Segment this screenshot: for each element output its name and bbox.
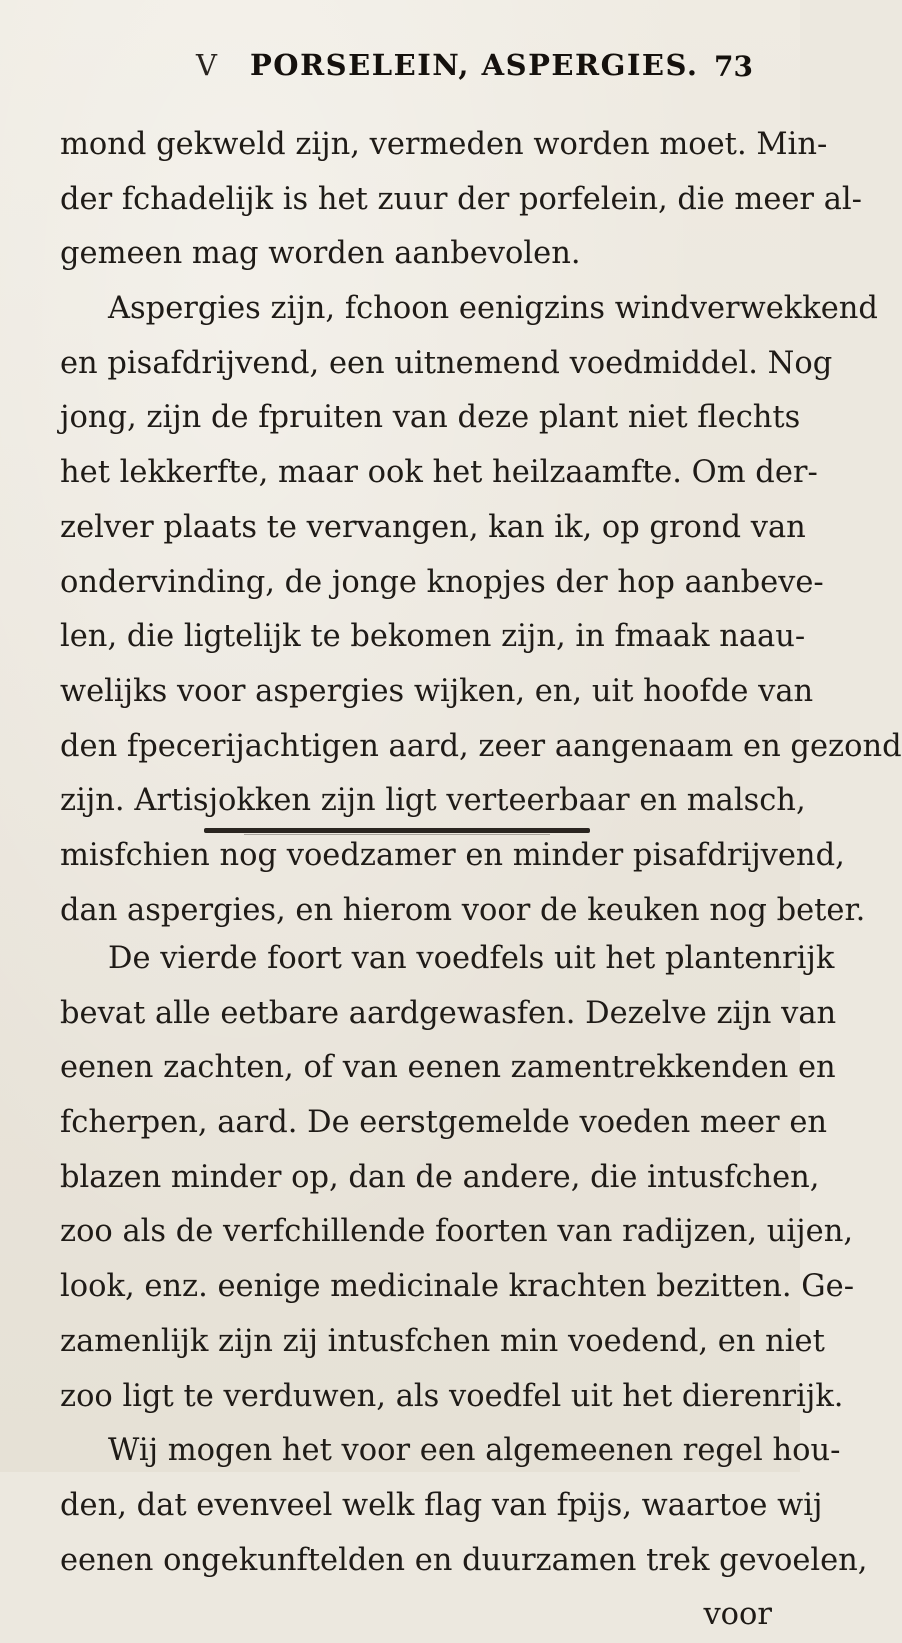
text-line: ondervinding, de jonge knopjes der hop aanbeve- — [60, 564, 824, 600]
text-line: blazen minder op, dan de andere, die intusfchen, — [60, 1159, 820, 1195]
running-header — [0, 48, 800, 88]
text-line: het lekkerfte, maar ook het heilzaamfte. Om der- — [60, 455, 818, 491]
text-line: zijn. Artisjokken zijn ligt verteerbaar en malsch, — [60, 783, 806, 819]
text-line: den fpecerijachtigen aard, zeer aangenaam en gezond — [60, 728, 902, 764]
paragraph-1 — [60, 118, 902, 938]
text-line: Wij mogen het voor een algemeenen regel hou- — [108, 1433, 841, 1469]
section-divider-rule — [204, 828, 590, 833]
text-line: De vierde foort van voedfels uit het plantenrijk — [108, 941, 835, 976]
text-line: eenen zachten, of van eenen zamentrekkenden en — [60, 1050, 836, 1086]
text-line: bevat alle eetbare aardgewasfen. Dezelve zijn van — [60, 995, 837, 1031]
text-line: zoo als de verfchillende foorten van radijzen, uijen, — [60, 1214, 854, 1250]
text-line: mond gekweld zijn, vermeden worden moet. Min- — [60, 127, 828, 162]
text-line: zelver plaats te vervangen, kan ik, op grond van — [60, 509, 806, 545]
text-line: en pisafdrijvend, een uitnemend voedmiddel. Nog — [60, 345, 833, 381]
text-line: Aspergies zijn, fchoon eenigzins windverwekkend — [108, 291, 878, 327]
text-line: den, dat evenveel welk flag van fpijs, waartoe wij — [60, 1487, 823, 1523]
text-line: der fchadelijk is het zuur der porfelein, die meer al- — [60, 181, 862, 217]
text-line: len, die ligtelijk te bekomen zijn, in fmaak naau- — [60, 619, 806, 655]
text-line: zoo ligt te verduwen, als voedfel uit het dierenrijk. — [60, 1378, 844, 1414]
text-line: gemeen mag worden aanbevolen. — [60, 236, 581, 272]
text-line: zamenlijk zijn zij intusfchen min voedend, en niet — [60, 1323, 825, 1359]
text-line: welijks voor aspergies wijken, en, uit hoofde van — [60, 673, 814, 709]
text-line: look, enz. eenige medicinale krachten bezitten. Ge- — [60, 1269, 855, 1305]
page-number: 73 — [714, 50, 753, 83]
text-line: jong, zijn de fpruiten van deze plant niet flechts — [60, 400, 801, 436]
text-line: fcherpen, aard. De eerstgemelde voeden meer en — [60, 1105, 828, 1141]
text-line: dan aspergies, en hierom voor de keuken nog beter. — [60, 892, 866, 928]
text-line: misfchien nog voedzamer en minder pisafdrijvend, — [60, 837, 845, 873]
catchword: voor — [703, 1597, 772, 1633]
running-title: PORSELEIN, ASPERGIES. — [250, 48, 699, 82]
text-line: eenen ongekunftelden en duurzamen trek gevoelen, — [60, 1542, 868, 1578]
header-marks: V — [196, 48, 218, 82]
paragraph-2 — [60, 932, 868, 1643]
